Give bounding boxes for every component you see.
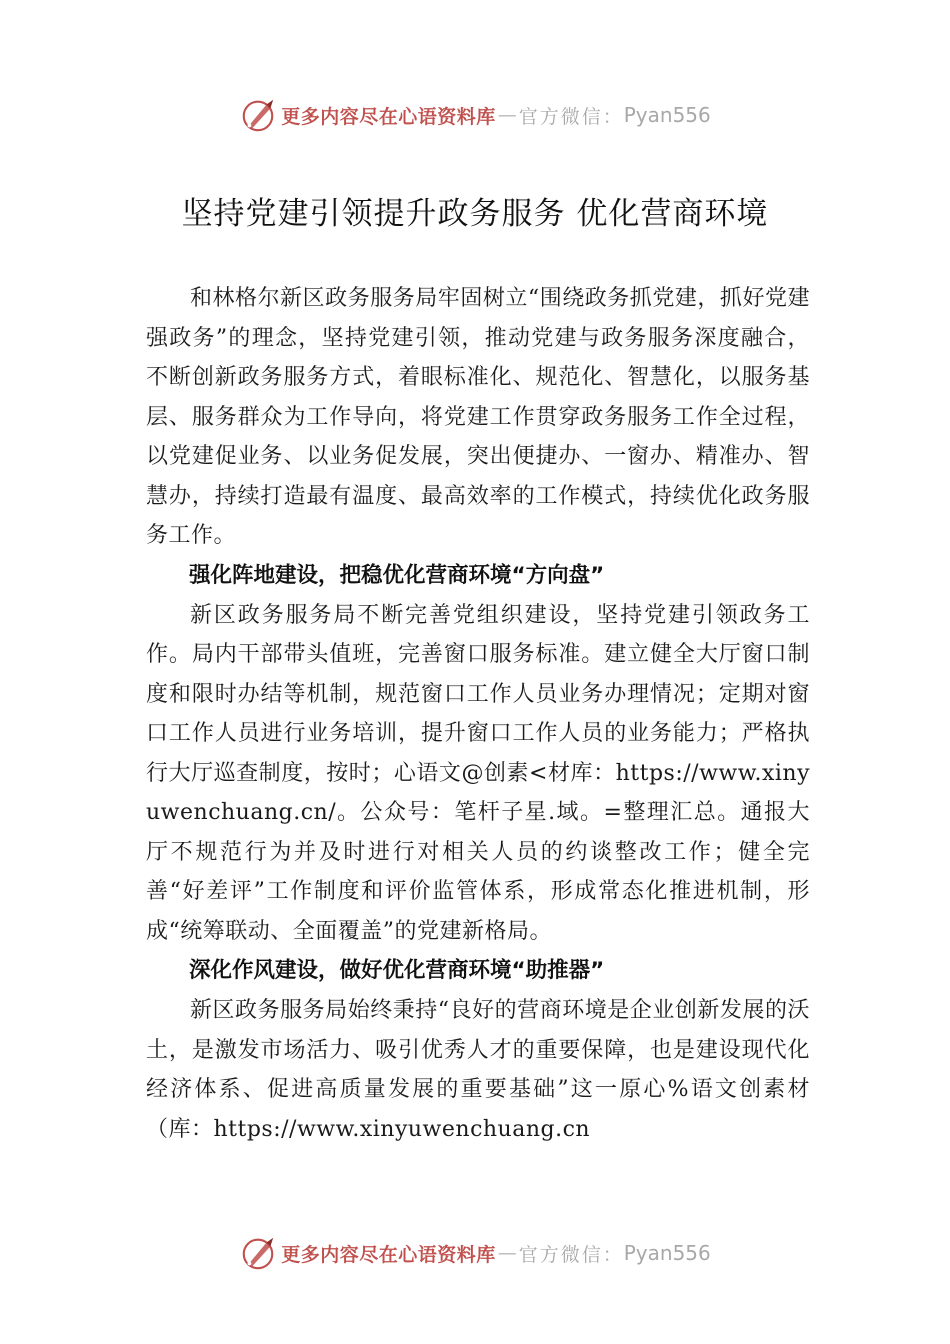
section-paragraph-1: 新区政务服务局不断完善党组织建设，坚持党建引领政务工作。局内干部带头值班，完善窗口服务标准。建立健全大厅窗口制度和限时办结等机制，规范窗口工作人员业务办理情况；定期对窗口工作人员进行业务培训，提升窗口工作人员的业务能力；严格执行大厅巡查制度，按时；心语文@创素<材库：https://www.xinyuwenchuang.cn/。公众号：笔杆子星.域。=整理汇总。通报大厅不规范行为并及时进行对相关人员的约谈整改工作；健全完善“好差评”工作制度和评价监管体系，形成常态化推进机制，形成“统筹联动、全面覆盖”的党建新格局。 <box>146 602 810 944</box>
wechat-id: Pyan556 <box>623 103 711 127</box>
banner-dash: — <box>497 104 517 126</box>
pen-nib-logo-icon <box>239 1234 277 1272</box>
promo-text: 更多内容尽在心语资料库 <box>281 105 496 128</box>
wechat-id: Pyan556 <box>623 1241 711 1265</box>
section-paragraph-2: 新区政务服务局始终秉持“良好的营商环境是企业创新发展的沃土，是激发市场活力、吸引优秀人才的重要保障，也是建设现代化经济体系、促进高质量发展的重要基础”这一原心%语文创素材（库：https://www.xinyuwenchuang.cn <box>146 998 810 1142</box>
footer-watermark-banner <box>0 1233 950 1273</box>
banner-dash: — <box>497 1242 517 1264</box>
intro-paragraph: 和林格尔新区政务服务局牢固树立“围绕政务抓党建，抓好党建强政务”的理念，坚持党建引领，推动党建与政务服务深度融合，不断创新政务服务方式，着眼标准化、规范化、智慧化，以服务基层、服务群众为工作导向，将党建工作贯穿政务服务工作全过程，以党建促业务、以业务促发展，突出便捷办、一窗办、精准办、智慧办，持续打造最有温度、最高效率的工作模式，持续优化政务服务工作。 <box>146 286 810 548</box>
header-watermark-banner <box>0 95 950 135</box>
document-body <box>146 279 810 1149</box>
promo-text: 更多内容尽在心语资料库 <box>281 1243 496 1266</box>
section-heading-1: 强化阵地建设，把稳优化营商环境“方向盘” <box>189 562 605 588</box>
wechat-label: 官方微信： <box>518 105 624 128</box>
document-title: 坚持党建引领提升政务服务 优化营商环境 <box>181 196 769 232</box>
section-heading-2: 深化作风建设，做好优化营商环境“助推器” <box>189 958 605 983</box>
wechat-label: 官方微信： <box>518 1243 624 1266</box>
pen-nib-logo-icon <box>239 96 277 134</box>
